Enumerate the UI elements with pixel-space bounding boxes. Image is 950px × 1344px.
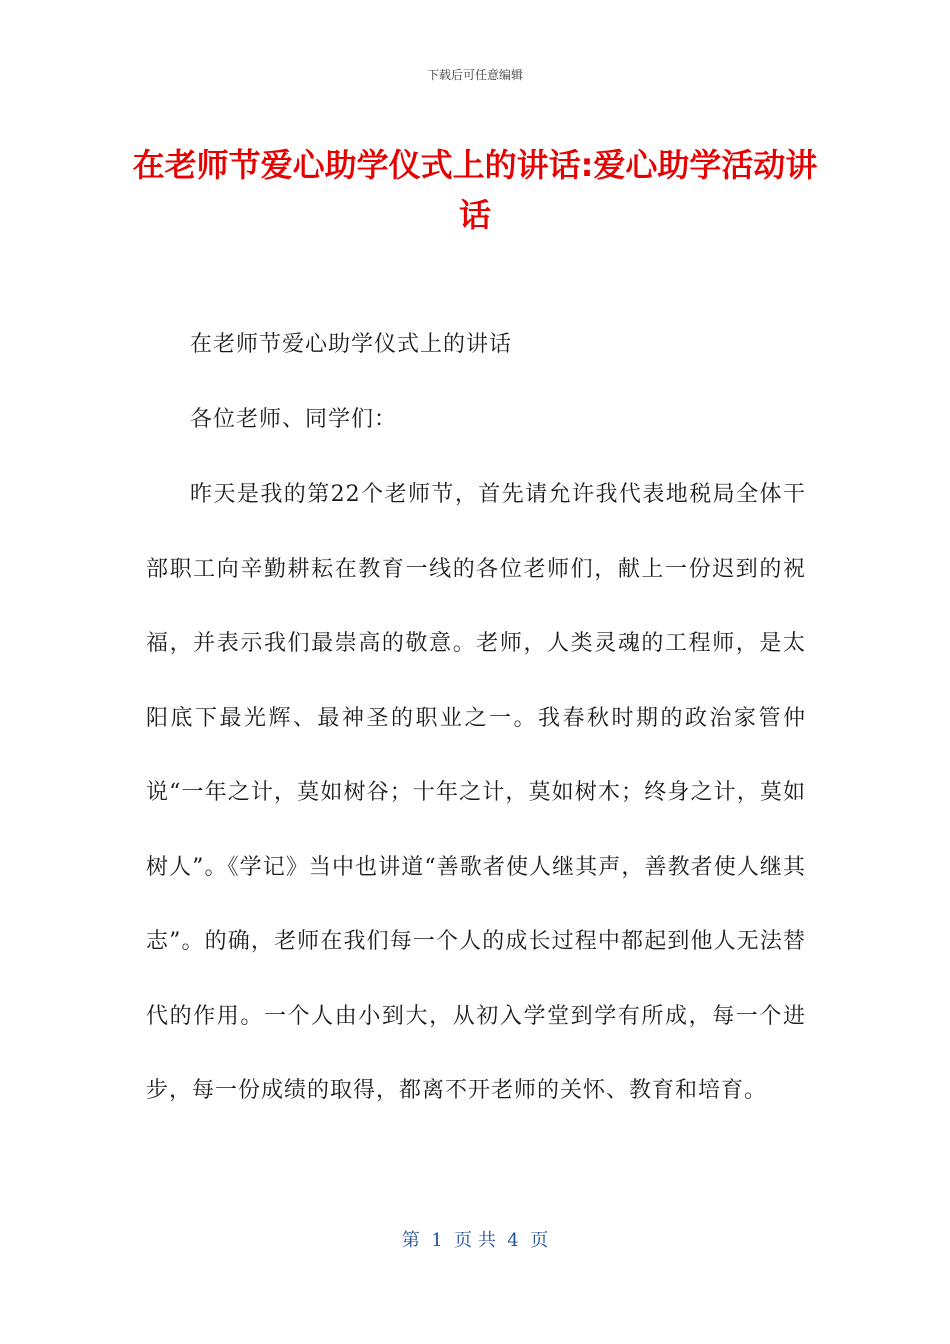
speech-heading: 在老师节爱心助学仪式上的讲话 bbox=[190, 332, 513, 357]
document-title: 在老师节爱心助学仪式上的讲话:爱心助学活动讲话 bbox=[132, 146, 818, 234]
page-number-footer: 第 1 页 共 4 页 bbox=[401, 1230, 549, 1251]
main-paragraph-block bbox=[146, 458, 806, 1129]
salutation-block bbox=[146, 383, 806, 458]
speech-heading-block bbox=[146, 308, 806, 383]
main-paragraph: 昨天是我的第22个老师节，首先请允许我代表地税局全体干部职工向辛勤耕耘在教育一线的各位老师们，献上一份迟到的祝福，并表示我们最崇高的敬意。老师，人类灵魂的工程师，是太阳底下最光辉、最神圣的职业之一。我春秋时期的政治家管仲说“一年之计，莫如树谷；十年之计，莫如树木；终身之计，莫如树人”。《学记》当中也讲道“善歌者使人继其声，善教者使人继其志”。的确，老师在我们每一个人的成长过程中都起到他人无法替代的作用。一个人由小到大，从初入学堂到学有所成，每一个进步，每一份成绩的取得，都离不开老师的关怀、教育和培育。 bbox=[146, 482, 806, 1103]
header-note: 下载后可任意编辑 bbox=[426, 68, 523, 82]
salutation: 各位老师、同学们： bbox=[190, 407, 398, 432]
